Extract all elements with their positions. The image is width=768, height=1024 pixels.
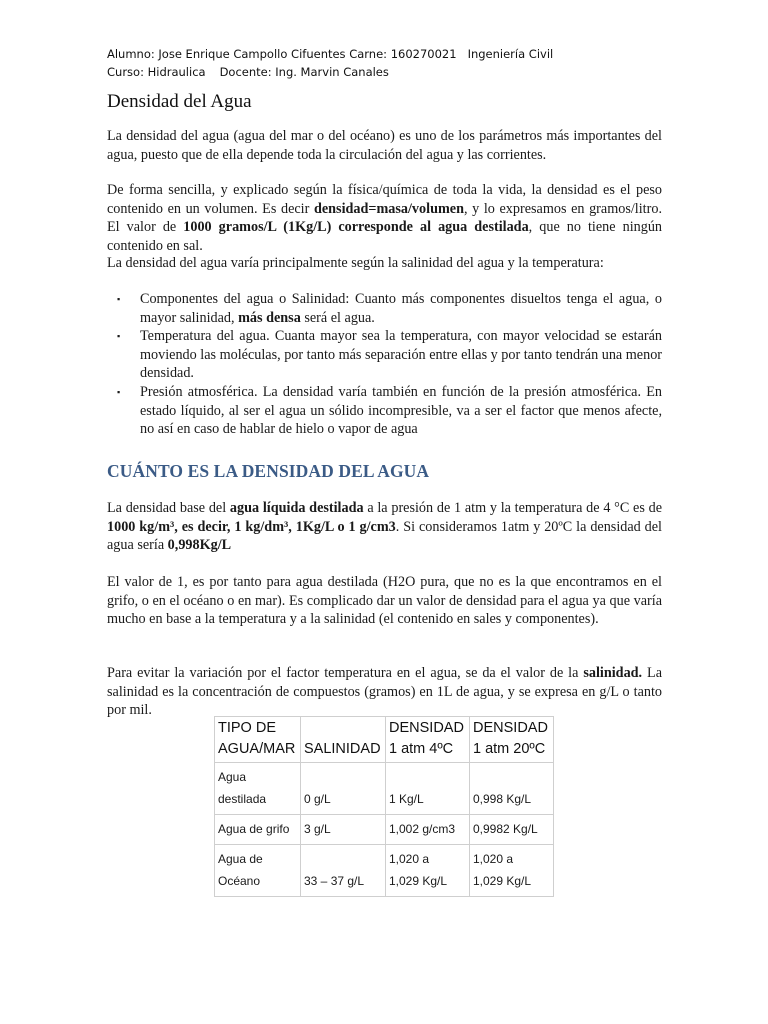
header-cell-line-2: AGUA/MAR: [218, 741, 296, 757]
bullet-icon: ▪: [117, 331, 121, 342]
p2-text-c: , y lo expresamos en gramos/litro. El valor de: [107, 200, 662, 236]
page-title: Densidad del Agua: [107, 91, 252, 112]
table-cell: [386, 815, 470, 845]
header-cell-line-1: DENSIDAD: [389, 720, 464, 736]
bullet-icon: ▪: [117, 294, 121, 304]
cell-line: 1,002 g/cm3: [389, 822, 456, 836]
bullet-3-text: Presión atmosférica. La densidad varía también en función de la presión atmosférica. En estado líquido, al ser el agua un sólido incompresible, va a ser el factor que menos afecte, no así en caso de hablar de hielo o vapor de agua: [140, 383, 662, 438]
bullet-icon: ▪: [117, 386, 121, 397]
paragraph-salinity: [107, 664, 662, 720]
p2-text-a: De forma sencilla, y explicado según la física/química de toda la vida, la densidad es el peso contenido en un volumen. Es decir: [107, 182, 662, 217]
table-cell: [301, 815, 386, 845]
table-cell: [386, 763, 470, 815]
p4-bold-f: 0,998Kg/L: [167, 537, 232, 554]
table-cell: [215, 845, 301, 897]
density-table: [214, 716, 554, 897]
table-cell: [470, 815, 554, 845]
paragraph-definition: [107, 181, 662, 255]
header-cell-line-1: DENSIDAD: [473, 720, 548, 736]
table-cell: [215, 763, 301, 815]
factors-list: [107, 290, 662, 439]
header-line-1: [107, 45, 553, 63]
table-cell: [215, 815, 301, 845]
bullet-2-text: Temperatura del agua. Cuanta mayor sea la temperatura, con mayor velocidad se estarán moviendo las moléculas, por tanto más separación entre ellas y por tanto tendrán una menor densidad.: [140, 328, 663, 382]
p2-distilled-value: 1000 gramos/L (1Kg/L) corresponde al agua destilada: [183, 219, 529, 236]
header-student: Alumno: Jose Enrique Campollo Cifuentes Carne: 160270021: [107, 47, 457, 61]
table-header-row: [215, 717, 554, 763]
p4-text-e: . Si consideramos 1atm y 20ºC la densidad del agua sería: [107, 518, 663, 554]
cell-line: 33 – 37 g/L: [304, 874, 365, 888]
header-teacher: Docente: Ing. Marvin Canales: [219, 65, 389, 79]
p4-text-a: La densidad base del: [107, 500, 230, 516]
cell-line: Océano: [218, 874, 261, 888]
header-cell-line-1: TIPO DE: [218, 720, 277, 736]
list-item: [107, 383, 662, 439]
section-heading: CUÁNTO ES LA DENSIDAD DEL AGUA: [107, 461, 430, 481]
header-course: Curso: Hidraulica: [107, 65, 206, 79]
cell-line: 0,998 Kg/L: [473, 792, 532, 806]
table-row: [215, 763, 554, 815]
p4-text-c: a la presión de 1 atm y la temperatura de 4 °C es de: [363, 500, 662, 516]
table-row: [215, 845, 554, 897]
cell-line: 1 Kg/L: [389, 792, 424, 806]
cell-line: Agua de grifo: [218, 822, 290, 836]
paragraph-base-density: [107, 499, 662, 555]
list-item: [107, 327, 662, 383]
cell-line: destilada: [218, 792, 267, 806]
p4-bold-b: agua líquida destilada: [229, 500, 364, 516]
bullet-1-text-a: Componentes del agua o Salinidad: Cuanto más componentes disueltos tenga el agua, o mayor salinidad,: [140, 291, 662, 326]
table-cell: [301, 763, 386, 815]
cell-line: 1,029 Kg/L: [389, 874, 448, 888]
header-cell: [215, 717, 301, 763]
cell-line: 0 g/L: [304, 792, 331, 806]
cell-line: 0,9982 Kg/L: [473, 822, 538, 836]
header-line-2: [107, 63, 389, 81]
bullet-1-bold: más densa: [238, 309, 301, 326]
table-cell: [386, 845, 470, 897]
table-cell: [301, 845, 386, 897]
header-cell: [301, 717, 386, 763]
p2-formula: densidad=masa/volumen: [313, 200, 464, 217]
header-cell-line-2: 1 atm 4ºC: [389, 741, 454, 757]
cell-line: 3 g/L: [304, 822, 331, 836]
p6-text-c: La salinidad es la concentración de compuestos (gramos) en 1L de agua, y se expresa en g/L o tanto por mil.: [107, 665, 662, 719]
table-row: [215, 815, 554, 845]
cell-line: 1,020 a: [473, 852, 514, 866]
paragraph-variation: El valor de 1, es por tanto para agua destilada (H2O pura, que no es la que encontramos en el grifo, o en el océano o en mar). Es complicado dar un valor de densidad para el agua ya que varía mucho en base a la temperatura y a la salinidad (el contenido en sales y componentes).: [107, 574, 662, 628]
p4-bold-d: 1000 kg/m³, es decir, 1 kg/dm³, 1Kg/L o 1 g/cm3: [107, 518, 396, 535]
cell-line: Agua: [218, 770, 247, 784]
list-item: [107, 290, 662, 327]
header-cell-line-2: SALINIDAD: [304, 741, 381, 757]
cell-line: Agua de: [218, 852, 263, 866]
header-career: Ingeniería Civil: [467, 47, 554, 61]
table-cell: [470, 763, 554, 815]
p6-text-a: Para evitar la variación por el factor temperatura en el agua, se da el valor de la: [107, 665, 584, 681]
cell-line: 1,020 a: [389, 852, 430, 866]
p2-text-e: , que no tiene ningún contenido en sal.: [107, 219, 663, 254]
header-cell-line-2: 1 atm 20ºC: [473, 741, 546, 757]
bullet-1-text-c: será el agua.: [300, 309, 375, 326]
paragraph-factors: La densidad del agua varía principalmente según la salinidad del agua y la temperatura:: [107, 255, 604, 271]
p6-bold-b: salinidad.: [583, 665, 643, 681]
header-cell: [470, 717, 554, 763]
header-cell: [386, 717, 470, 763]
cell-line: 1,029 Kg/L: [473, 874, 532, 888]
paragraph-intro: La densidad del agua (agua del mar o del océano) es uno de los parámetros más importantes del agua, puesto que de ella depende toda la circulación del agua y las corrientes.: [107, 128, 662, 163]
table-cell: [470, 845, 554, 897]
